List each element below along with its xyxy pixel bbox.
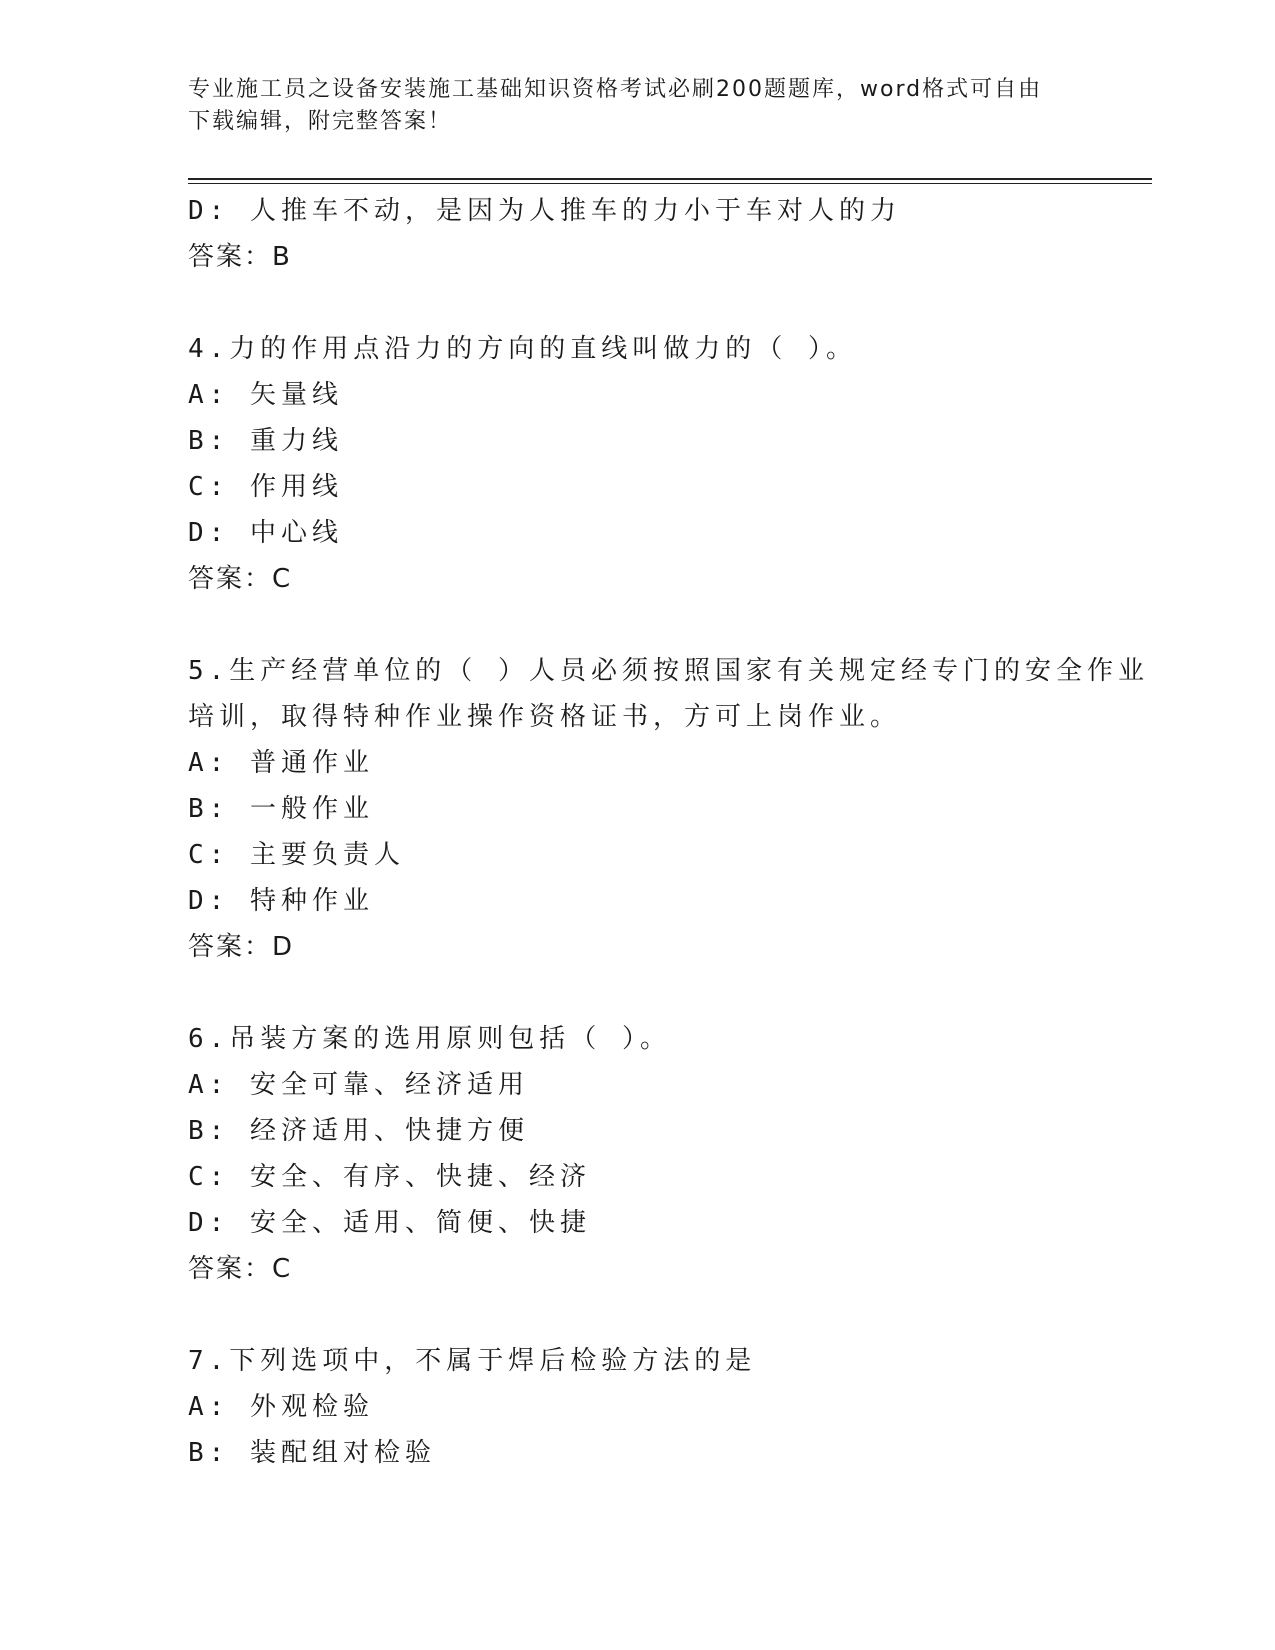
question-stem: 7.下列选项中，不属于焊后检验方法的是 <box>188 1346 757 1376</box>
option-a: A: 矢量线 <box>188 380 343 410</box>
question-stem: 6.吊装方案的选用原则包括（ ）。 <box>188 1024 671 1054</box>
question-7 <box>188 1338 1088 1476</box>
option-d: D: 人推车不动，是因为人推车的力小于车对人的力 <box>188 196 901 226</box>
document-header <box>188 74 1068 138</box>
option-b: B: 一般作业 <box>188 794 374 824</box>
option-a: A: 普通作业 <box>188 748 374 778</box>
spacer <box>188 970 1088 1016</box>
answer: 答案：B <box>188 242 292 272</box>
header-line-1: 专业施工员之设备安装施工基础知识资格考试必刷200题题库，word格式可自由 <box>188 77 1043 102</box>
header-divider-thick <box>188 178 1152 180</box>
answer: 答案：D <box>188 932 295 962</box>
option-a: A: 安全可靠、经济适用 <box>188 1070 529 1100</box>
option-b: B: 装配组对检验 <box>188 1438 436 1468</box>
option-c: C: 安全、有序、快捷、经济 <box>188 1162 591 1192</box>
question-stem-line-1: 5.生产经营单位的（ ）人员必须按照国家有关规定经专门的安全作业 <box>188 656 1149 686</box>
answer: 答案：C <box>188 564 293 594</box>
spacer <box>188 280 1088 326</box>
question-4 <box>188 326 1088 602</box>
header-divider-thin <box>188 183 1152 184</box>
answer: 答案：C <box>188 1254 293 1284</box>
option-c: C: 主要负责人 <box>188 840 405 870</box>
option-d: D: 特种作业 <box>188 886 374 916</box>
option-d: D: 安全、适用、简便、快捷 <box>188 1208 591 1238</box>
question-5 <box>188 648 1149 970</box>
question-3-tail <box>188 188 1088 280</box>
question-6 <box>188 1016 1088 1292</box>
question-stem-line-2: 培训，取得特种作业操作资格证书，方可上岗作业。 <box>188 702 902 732</box>
question-list <box>188 188 1149 1476</box>
option-b: B: 经济适用、快捷方便 <box>188 1116 529 1146</box>
spacer <box>188 1292 1088 1338</box>
option-b: B: 重力线 <box>188 426 343 456</box>
spacer <box>188 602 1088 648</box>
question-stem: 4.力的作用点沿力的方向的直线叫做力的（ ）。 <box>188 334 857 364</box>
option-c: C: 作用线 <box>188 472 343 502</box>
option-a: A: 外观检验 <box>188 1392 374 1422</box>
header-line-2: 下载编辑，附完整答案！ <box>188 109 453 134</box>
option-d: D: 中心线 <box>188 518 343 548</box>
